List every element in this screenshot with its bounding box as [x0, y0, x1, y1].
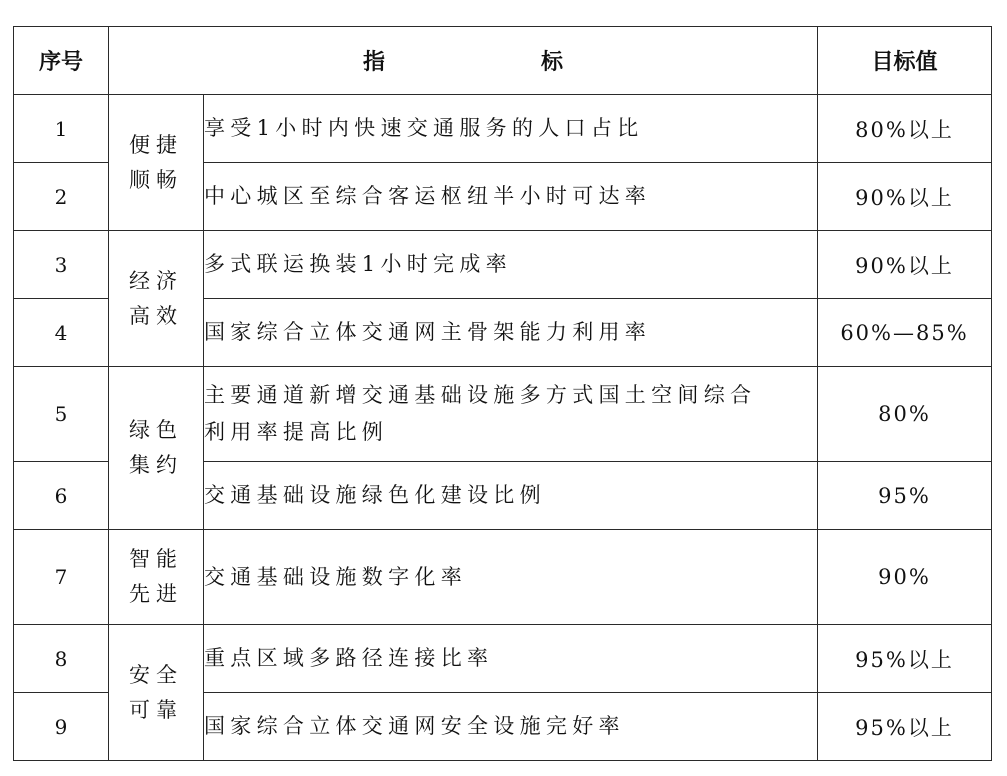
indicator-cell: 交通基础设施绿色化建设比例: [204, 462, 818, 530]
category-line: 先进: [129, 582, 183, 606]
target-cell: 95%以上: [818, 693, 992, 761]
row-index: 2: [14, 163, 109, 231]
indicator-line: 利用率提高比例: [204, 420, 389, 444]
table-row: [14, 231, 992, 299]
target-cell: 90%: [818, 530, 992, 625]
header-target: 目标值: [818, 27, 992, 95]
category-line: 智能: [129, 547, 183, 571]
indicator-cell: 国家综合立体交通网主骨架能力利用率: [204, 299, 818, 367]
target-cell: 80%: [818, 367, 992, 462]
row-index: 4: [14, 299, 109, 367]
table-row: [14, 95, 992, 163]
indicator-cell: 国家综合立体交通网安全设施完好率: [204, 693, 818, 761]
target-cell: 90%以上: [818, 231, 992, 299]
category-cell: [109, 367, 204, 530]
row-index: 3: [14, 231, 109, 299]
table-row: [14, 530, 992, 625]
category-line: 顺畅: [129, 167, 183, 192]
table-row: [14, 625, 992, 693]
category-cell: [109, 530, 204, 625]
indicator-cell: 交通基础设施数字化率: [204, 530, 818, 625]
category-line: 高效: [129, 303, 183, 328]
category-line: 经济: [129, 268, 183, 293]
category-line: 绿色: [129, 418, 183, 442]
category-line: 集约: [129, 453, 183, 477]
table-row: [14, 367, 992, 462]
header-indicator-char-1: 指: [363, 50, 386, 75]
target-cell: 95%以上: [818, 625, 992, 693]
row-index: 6: [14, 462, 109, 530]
target-cell: 80%以上: [818, 95, 992, 163]
row-index: 5: [14, 367, 109, 462]
indicator-cell: [204, 367, 818, 462]
category-line: 便捷: [129, 132, 183, 157]
header-index: 序号: [14, 27, 109, 95]
category-line: 可靠: [129, 697, 183, 722]
row-index: 9: [14, 693, 109, 761]
category-line: 安全: [129, 662, 183, 687]
header-row: [14, 27, 992, 95]
indicator-line: 主要通道新增交通基础设施多方式国土空间综合: [204, 383, 757, 407]
row-index: 7: [14, 530, 109, 625]
header-indicator-char-2: 标: [540, 50, 563, 75]
indicator-table: [13, 26, 992, 761]
indicator-cell: 中心城区至综合客运枢纽半小时可达率: [204, 163, 818, 231]
target-cell: 90%以上: [818, 163, 992, 231]
row-index: 8: [14, 625, 109, 693]
category-cell: [109, 95, 204, 231]
target-cell: 95%: [818, 462, 992, 530]
indicator-cell: 重点区域多路径连接比率: [204, 625, 818, 693]
header-indicator: [109, 27, 818, 95]
category-cell: [109, 625, 204, 761]
row-index: 1: [14, 95, 109, 163]
category-cell: [109, 231, 204, 367]
target-cell: 60%—85%: [818, 299, 992, 367]
indicator-cell: 多式联运换装1小时完成率: [204, 231, 818, 299]
indicator-cell: 享受1小时内快速交通服务的人口占比: [204, 95, 818, 163]
